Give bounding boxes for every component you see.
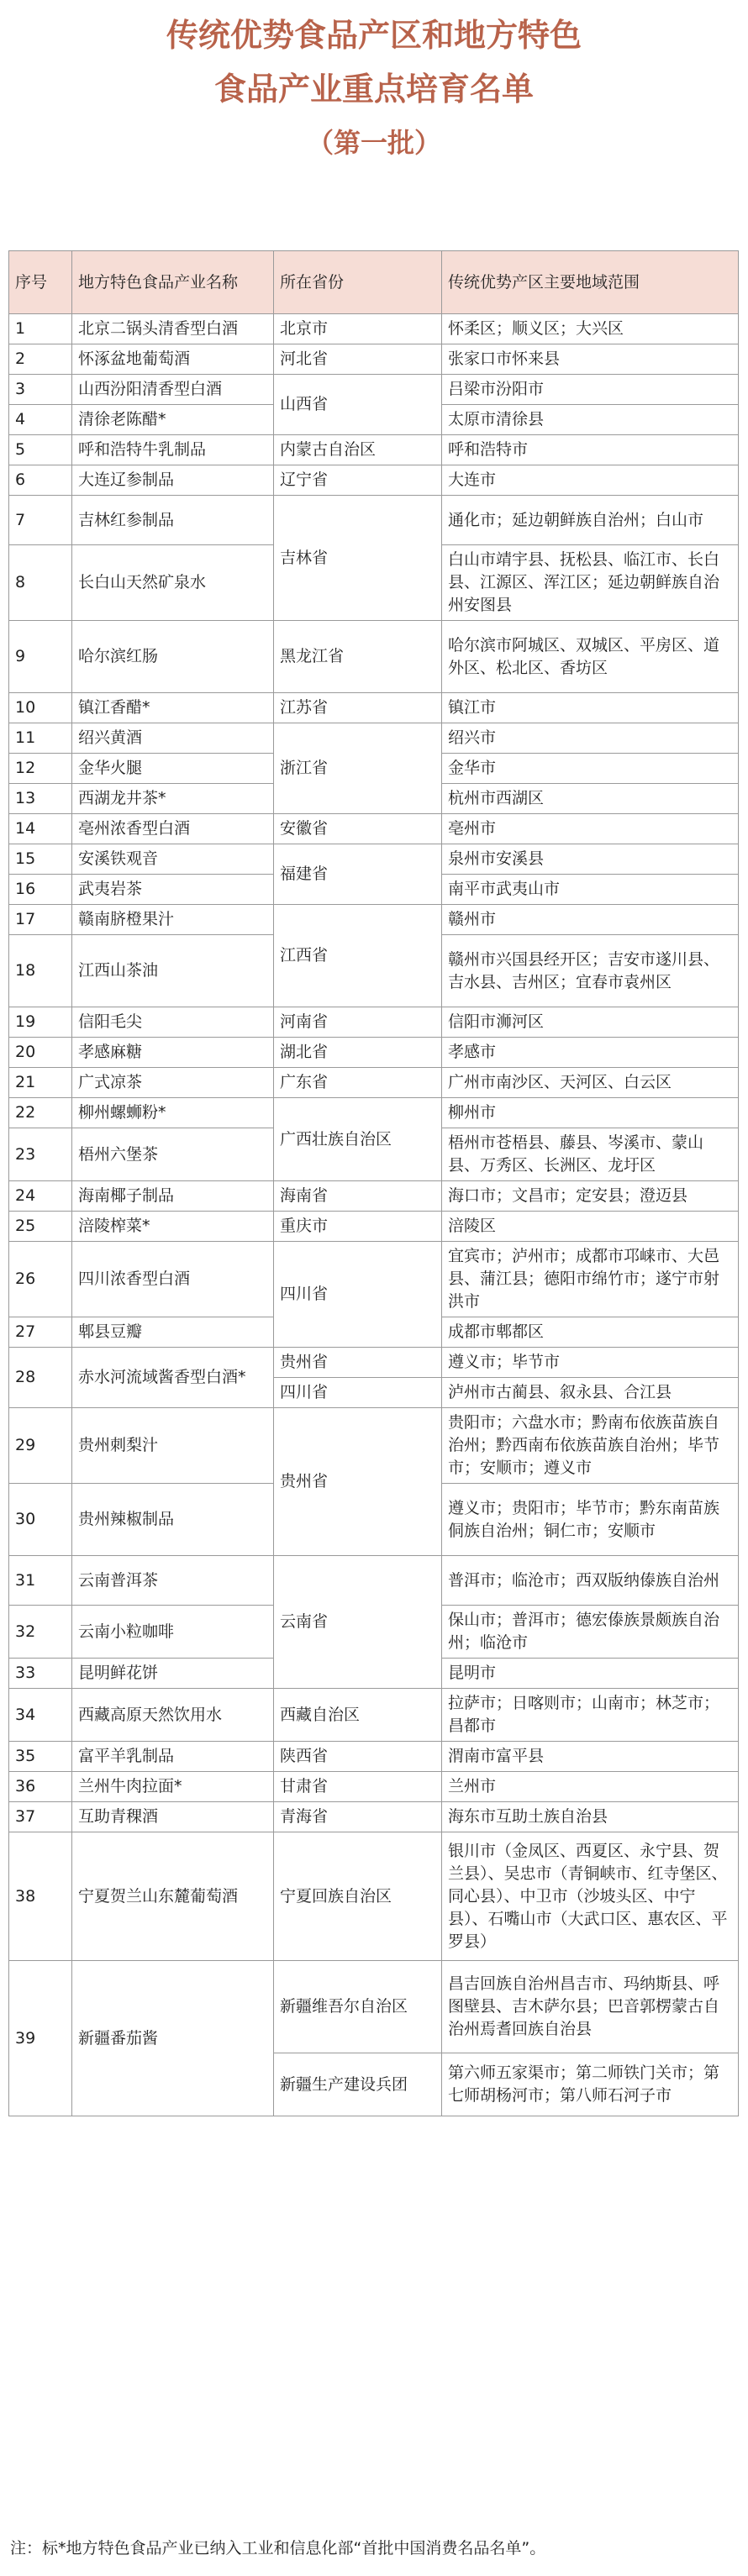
header-province: 所在省份 <box>274 251 442 314</box>
table-row <box>9 1689 739 1742</box>
province: 海南省 <box>274 1181 442 1212</box>
list-table-wrapper <box>8 250 739 2116</box>
row-number: 20 <box>9 1038 72 1068</box>
row-number: 39 <box>9 1961 72 2116</box>
table-row <box>9 844 739 875</box>
region: 泉州市安溪县 <box>442 844 739 875</box>
table-row <box>9 1832 739 1961</box>
row-number: 15 <box>9 844 72 875</box>
table-row <box>9 1961 739 2053</box>
province: 河北省 <box>274 344 442 375</box>
row-number: 16 <box>9 875 72 905</box>
table-row <box>9 1068 739 1098</box>
province: 北京市 <box>274 314 442 344</box>
province: 江西省 <box>274 905 442 1007</box>
province: 吉林省 <box>274 496 442 621</box>
region: 普洱市；临沧市；西双版纳傣族自治州 <box>442 1556 739 1606</box>
region: 吕梁市汾阳市 <box>442 375 739 405</box>
province: 陕西省 <box>274 1742 442 1772</box>
table-row <box>9 1348 739 1378</box>
table-row <box>9 1007 739 1038</box>
row-number: 13 <box>9 784 72 814</box>
row-number: 30 <box>9 1484 72 1556</box>
row-number: 23 <box>9 1128 72 1181</box>
region: 梧州市苍梧县、藤县、岑溪市、蒙山县、万秀区、长洲区、龙圩区 <box>442 1128 739 1181</box>
region: 通化市；延边朝鲜族自治州；白山市 <box>442 496 739 545</box>
table-row <box>9 1408 739 1484</box>
row-number: 21 <box>9 1068 72 1098</box>
province: 浙江省 <box>274 723 442 814</box>
header-industry-name: 地方特色食品产业名称 <box>72 251 274 314</box>
industry-name: 武夷岩茶 <box>72 875 274 905</box>
title-batch: （第一批） <box>306 127 441 159</box>
province: 广东省 <box>274 1068 442 1098</box>
province: 江苏省 <box>274 693 442 723</box>
row-number: 5 <box>9 435 72 465</box>
row-number: 26 <box>9 1242 72 1317</box>
region: 成都市郫都区 <box>442 1317 739 1348</box>
row-number: 36 <box>9 1772 72 1802</box>
industry-name: 怀涿盆地葡萄酒 <box>72 344 274 375</box>
industry-name: 贵州刺梨汁 <box>72 1408 274 1484</box>
province: 广西壮族自治区 <box>274 1098 442 1181</box>
industry-name: 贵州辣椒制品 <box>72 1484 274 1556</box>
region: 哈尔滨市阿城区、双城区、平房区、道外区、松北区、香坊区 <box>442 621 739 693</box>
table-row <box>9 435 739 465</box>
region: 怀柔区；顺义区；大兴区 <box>442 314 739 344</box>
industry-name: 安溪铁观音 <box>72 844 274 875</box>
row-number: 18 <box>9 935 72 1007</box>
footnote: 注：标*地方特色食品产业已纳入工业和信息化部“首批中国消费名品名单”。 <box>10 2539 546 2558</box>
region: 拉萨市；日喀则市；山南市；林芝市；昌都市 <box>442 1689 739 1742</box>
table-header-row <box>9 251 739 314</box>
region: 银川市（金凤区、西夏区、永宁县、贺兰县）、吴忠市（青铜峡市、红寺堡区、同心县）、中卫市（沙坡头区、中宁县）、石嘴山市（大武口区、惠农区、平罗县） <box>442 1832 739 1961</box>
table-row <box>9 621 739 693</box>
region: 柳州市 <box>442 1098 739 1128</box>
region: 泸州市古蔺县、叙永县、合江县 <box>442 1378 739 1408</box>
table-row <box>9 1212 739 1242</box>
region: 昆明市 <box>442 1659 739 1689</box>
row-number: 4 <box>9 405 72 435</box>
row-number: 22 <box>9 1098 72 1128</box>
industry-name: 四川浓香型白酒 <box>72 1242 274 1317</box>
industry-name: 云南小粒咖啡 <box>72 1606 274 1659</box>
province: 河南省 <box>274 1007 442 1038</box>
table-row <box>9 723 739 754</box>
industry-name: 柳州螺蛳粉* <box>72 1098 274 1128</box>
province: 重庆市 <box>274 1212 442 1242</box>
row-number: 29 <box>9 1408 72 1484</box>
row-number: 25 <box>9 1212 72 1242</box>
row-number: 34 <box>9 1689 72 1742</box>
row-number: 33 <box>9 1659 72 1689</box>
row-number: 8 <box>9 545 72 621</box>
table-row <box>9 1556 739 1606</box>
table-row <box>9 344 739 375</box>
row-number: 14 <box>9 814 72 844</box>
table-row <box>9 905 739 935</box>
province: 安徽省 <box>274 814 442 844</box>
row-number: 35 <box>9 1742 72 1772</box>
industry-name: 大连辽参制品 <box>72 465 274 496</box>
province: 贵州省 <box>274 1348 442 1378</box>
industry-name: 亳州浓香型白酒 <box>72 814 274 844</box>
industry-name: 西藏高原天然饮用水 <box>72 1689 274 1742</box>
row-number: 3 <box>9 375 72 405</box>
region: 遵义市；贵阳市；毕节市；黔东南苗族侗族自治州；铜仁市；安顺市 <box>442 1484 739 1556</box>
industry-name: 哈尔滨红肠 <box>72 621 274 693</box>
province: 宁夏回族自治区 <box>274 1832 442 1961</box>
industry-name: 赤水河流域酱香型白酒* <box>72 1348 274 1408</box>
row-number: 9 <box>9 621 72 693</box>
region: 杭州市西湖区 <box>442 784 739 814</box>
province: 内蒙古自治区 <box>274 435 442 465</box>
industry-name: 涪陵榨菜* <box>72 1212 274 1242</box>
province: 新疆生产建设兵团 <box>274 2053 442 2116</box>
industry-name: 孝感麻糖 <box>72 1038 274 1068</box>
row-number: 24 <box>9 1181 72 1212</box>
row-number: 27 <box>9 1317 72 1348</box>
industry-name: 清徐老陈醋* <box>72 405 274 435</box>
row-number: 17 <box>9 905 72 935</box>
row-number: 38 <box>9 1832 72 1961</box>
industry-name: 昆明鲜花饼 <box>72 1659 274 1689</box>
province: 湖北省 <box>274 1038 442 1068</box>
table-row <box>9 814 739 844</box>
region: 大连市 <box>442 465 739 496</box>
table-body <box>9 314 739 2116</box>
region: 张家口市怀来县 <box>442 344 739 375</box>
industry-name: 郫县豆瓣 <box>72 1317 274 1348</box>
industry-name: 兰州牛肉拉面* <box>72 1772 274 1802</box>
row-number: 19 <box>9 1007 72 1038</box>
industry-name: 互助青稞酒 <box>72 1802 274 1832</box>
region: 南平市武夷山市 <box>442 875 739 905</box>
region: 保山市；普洱市；德宏傣族景颇族自治州；临沧市 <box>442 1606 739 1659</box>
region: 白山市靖宇县、抚松县、临江市、长白县、江源区、浑江区；延边朝鲜族自治州安图县 <box>442 545 739 621</box>
region: 渭南市富平县 <box>442 1742 739 1772</box>
region: 广州市南沙区、天河区、白云区 <box>442 1068 739 1098</box>
province: 西藏自治区 <box>274 1689 442 1742</box>
region: 信阳市浉河区 <box>442 1007 739 1038</box>
industry-name: 云南普洱茶 <box>72 1556 274 1606</box>
industry-name: 金华火腿 <box>72 754 274 784</box>
table-row <box>9 693 739 723</box>
row-number: 10 <box>9 693 72 723</box>
industry-name: 江西山茶油 <box>72 935 274 1007</box>
industry-name: 镇江香醋* <box>72 693 274 723</box>
region: 太原市清徐县 <box>442 405 739 435</box>
table-row <box>9 465 739 496</box>
title-line-2: 食品产业重点培育名单 <box>213 71 534 108</box>
province: 青海省 <box>274 1802 442 1832</box>
region: 海东市互助土族自治县 <box>442 1802 739 1832</box>
province: 福建省 <box>274 844 442 905</box>
region: 金华市 <box>442 754 739 784</box>
region: 贵阳市；六盘水市；黔南布依族苗族自治州；黔西南布依族苗族自治州；毕节市；安顺市；遵义市 <box>442 1408 739 1484</box>
header-no: 序号 <box>9 251 72 314</box>
industry-name: 长白山天然矿泉水 <box>72 545 274 621</box>
region: 赣州市兴国县经开区；吉安市遂川县、吉水县、吉州区；宜春市袁州区 <box>442 935 739 1007</box>
region: 镇江市 <box>442 693 739 723</box>
table-row <box>9 375 739 405</box>
table-row <box>9 1742 739 1772</box>
row-number: 32 <box>9 1606 72 1659</box>
row-number: 6 <box>9 465 72 496</box>
table-row <box>9 1181 739 1212</box>
region: 涪陵区 <box>442 1212 739 1242</box>
industry-name: 梧州六堡茶 <box>72 1128 274 1181</box>
region: 第六师五家渠市；第二师铁门关市；第七师胡杨河市；第八师石河子市 <box>442 2053 739 2116</box>
table-row <box>9 1242 739 1317</box>
region: 宜宾市；泸州市；成都市邛崃市、大邑县、蒲江县；德阳市绵竹市；遂宁市射洪市 <box>442 1242 739 1317</box>
header-region: 传统优势产区主要地域范围 <box>442 251 739 314</box>
table-row <box>9 496 739 545</box>
row-number: 28 <box>9 1348 72 1408</box>
industry-name: 海南椰子制品 <box>72 1181 274 1212</box>
row-number: 2 <box>9 344 72 375</box>
table-row <box>9 1772 739 1802</box>
region: 孝感市 <box>442 1038 739 1068</box>
industry-name: 新疆番茄酱 <box>72 1961 274 2116</box>
industry-name: 信阳毛尖 <box>72 1007 274 1038</box>
region: 呼和浩特市 <box>442 435 739 465</box>
region: 兰州市 <box>442 1772 739 1802</box>
list-table <box>8 250 739 2116</box>
region: 亳州市 <box>442 814 739 844</box>
province: 四川省 <box>274 1378 442 1408</box>
row-number: 1 <box>9 314 72 344</box>
industry-name: 西湖龙井茶* <box>72 784 274 814</box>
industry-name: 山西汾阳清香型白酒 <box>72 375 274 405</box>
province: 贵州省 <box>274 1408 442 1556</box>
region: 海口市；文昌市；定安县；澄迈县 <box>442 1181 739 1212</box>
province: 四川省 <box>274 1242 442 1348</box>
industry-name: 广式凉茶 <box>72 1068 274 1098</box>
province: 新疆维吾尔自治区 <box>274 1961 442 2053</box>
row-number: 7 <box>9 496 72 545</box>
industry-name: 赣南脐橙果汁 <box>72 905 274 935</box>
row-number: 37 <box>9 1802 72 1832</box>
row-number: 12 <box>9 754 72 784</box>
industry-name: 富平羊乳制品 <box>72 1742 274 1772</box>
table-row <box>9 1098 739 1128</box>
industry-name: 呼和浩特牛乳制品 <box>72 435 274 465</box>
region: 赣州市 <box>442 905 739 935</box>
title-line-1: 传统优势食品产区和地方特色 <box>166 17 582 54</box>
province: 甘肃省 <box>274 1772 442 1802</box>
province: 山西省 <box>274 375 442 435</box>
province: 云南省 <box>274 1556 442 1689</box>
industry-name: 吉林红参制品 <box>72 496 274 545</box>
region: 遵义市；毕节市 <box>442 1348 739 1378</box>
table-row <box>9 314 739 344</box>
region: 绍兴市 <box>442 723 739 754</box>
region: 昌吉回族自治州昌吉市、玛纳斯县、呼图壁县、吉木萨尔县；巴音郭楞蒙古自治州焉耆回族自治县 <box>442 1961 739 2053</box>
row-number: 11 <box>9 723 72 754</box>
industry-name: 北京二锅头清香型白酒 <box>72 314 274 344</box>
province: 辽宁省 <box>274 465 442 496</box>
industry-name: 宁夏贺兰山东麓葡萄酒 <box>72 1832 274 1961</box>
table-row <box>9 1038 739 1068</box>
industry-name: 绍兴黄酒 <box>72 723 274 754</box>
row-number: 31 <box>9 1556 72 1606</box>
table-row <box>9 1802 739 1832</box>
province: 黑龙江省 <box>274 621 442 693</box>
